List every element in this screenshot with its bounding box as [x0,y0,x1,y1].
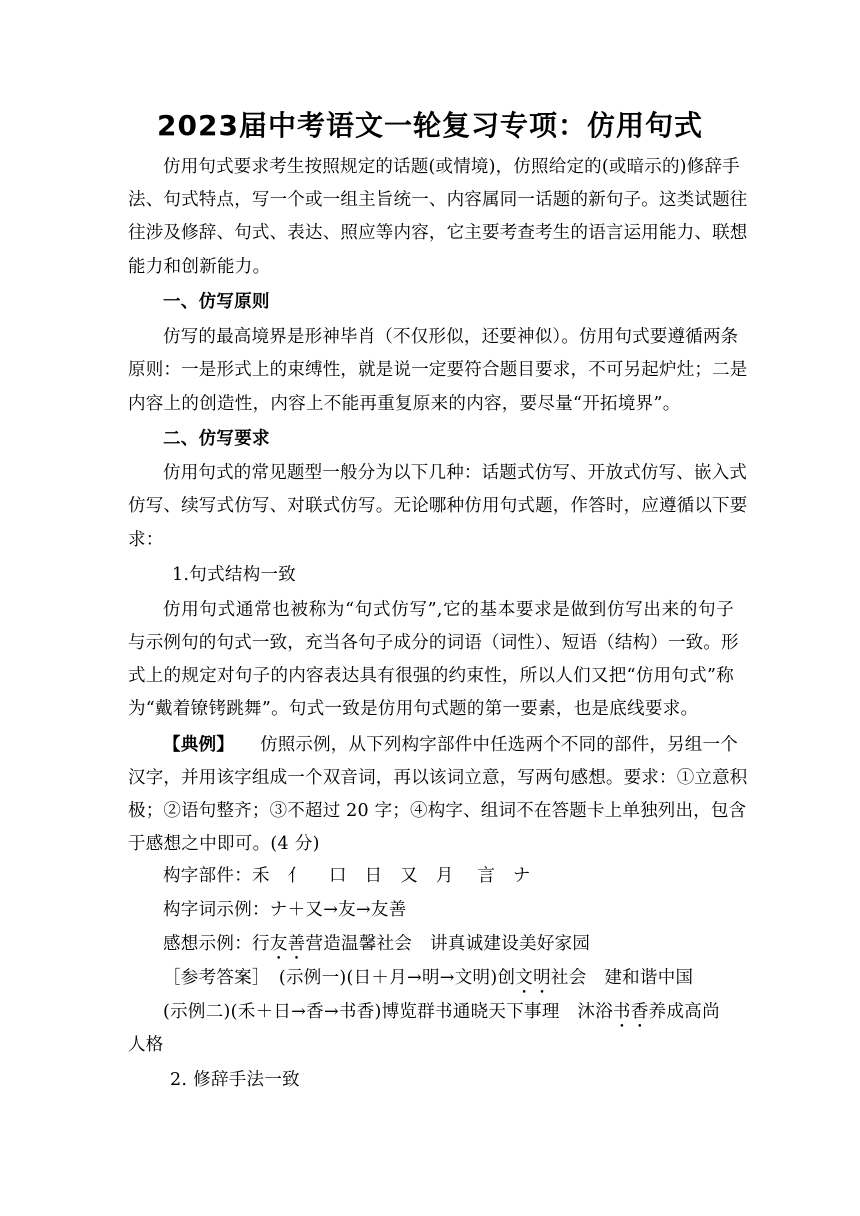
emphasized-text: 香 [630,1002,649,1022]
word-example-line: 构字词示例：ナ＋又→友→友善 [163,900,407,920]
paragraph-line: 为“戴着镣铐跳舞”。句式一致是仿用句式题的第一要素，也是底线要求。 [128,699,699,719]
paragraph-line: 内容上的创造性，内容上不能再重复原来的内容，要尽量“开拓境界”。 [128,394,681,414]
text-segment: (示例二)(禾＋日→香→书香)博览群书通晓天下事理 沐浴 [163,1002,614,1022]
text-segment: 养成高尚 [648,1002,720,1022]
example-label: 【典例】 [163,735,235,755]
paragraph-line: 仿照示例，从下列构字部件中任选两个不同的部件，另组一个 [260,735,738,755]
paragraph-line: 求： [128,530,164,550]
answer-line [163,966,693,998]
item-heading: 2. 修辞手法一致 [170,1070,300,1090]
emphasized-text: 书 [613,1002,631,1022]
paragraph-line: 仿用句式通常也被称为“句式仿写”,它的基本要求是做到仿写出来的句子 [163,600,734,620]
emphasized-text: 明 [533,968,551,988]
section-heading: 二、仿写要求 [163,429,270,449]
feeling-example-line [163,932,590,964]
intro-line: 能力和创新能力。 [128,257,271,277]
text-segment: 营造温馨社会 讲真诚建设美好家园 [305,934,591,954]
emphasized-text: 文 [515,968,534,988]
paragraph-line: 于感想之中即可。(4 分) [128,834,320,854]
text-segment: 社会 建和谐中国 [550,968,694,988]
emphasized-text: 善 [287,934,306,954]
paragraph-line: 汉字，并用该字组成一个双音词，再以该词立意，写两句感想。要求：①立意积 [128,768,748,788]
parts-line: 构字部件：禾 亻 口 日 又 月 言 ナ [163,866,531,886]
paragraph-line: 仿写、续写式仿写、对联式仿写。无论哪种仿用句式题，作答时，应遵循以下要 [128,496,748,516]
answer-line: 人格 [128,1035,164,1055]
paragraph-line: 与示例句的句式一致，充当各句子成分的词语（词性）、短语（结构）一致。形 [128,633,739,653]
answer-line [163,1000,720,1032]
text-segment: 感想示例：行 [163,934,270,954]
paragraph-line: 仿写的最高境界是形神毕肖（不仅形似，还要神似）。仿用句式要遵循两条 [163,327,739,347]
paragraph-line: 仿用句式的常见题型一般分为以下几种：话题式仿写、开放式仿写、嵌入式 [163,463,748,483]
page-title: 2023届中考语文一轮复习专项：仿用句式 [157,109,703,142]
intro-line: 往涉及修辞、句式、表达、照应等内容，它主要考查考生的语言运用能力、联想 [128,223,748,243]
paragraph-line: 极；②语句整齐；③不超过 20 字；④构字、组词不在答题卡上单独列出，包含 [128,801,747,821]
intro-line: 仿用句式要求考生按照规定的话题(或情境)，仿照给定的(或暗示的)修辞手 [163,157,740,177]
text-segment: ［参考答案］ (示例一)(日＋月→明→文明)创 [163,968,516,988]
paragraph-line: 式上的规定对句子的内容表达具有很强的约束性，所以人们又把“仿用句式”称 [128,666,734,686]
intro-line: 法、句式特点，写一个或一组主旨统一、内容属同一话题的新句子。这类试题往 [128,190,748,210]
item-heading: 1.句式结构一致 [172,565,297,585]
section-heading: 一、仿写原则 [163,292,270,312]
emphasized-text: 友 [269,934,288,954]
paragraph-line: 原则：一是形式上的束缚性，就是说一定要符合题目要求，不可另起炉灶；二是 [128,360,748,380]
